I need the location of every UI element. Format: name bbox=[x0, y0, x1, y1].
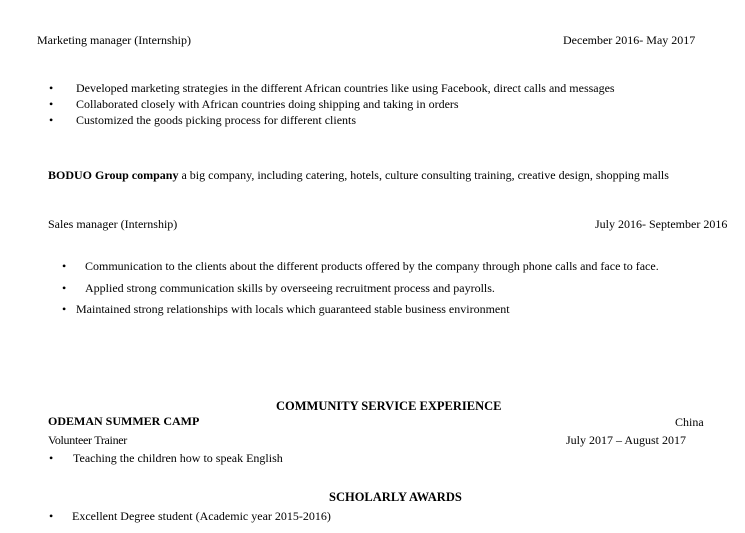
job1-bullet-3: Customized the goods picking process for different clients bbox=[76, 113, 357, 127]
bullet-icon: • bbox=[49, 509, 54, 523]
community-heading: COMMUNITY SERVICE EXPERIENCE bbox=[276, 399, 502, 413]
company2-name: BODUO Group company bbox=[48, 168, 179, 182]
company2-description: a big company, including catering, hotels, culture consulting training, creative design, shopping malls bbox=[178, 168, 669, 182]
bullet-icon: • bbox=[62, 259, 67, 273]
bullet-icon: • bbox=[62, 302, 67, 316]
job2-dates: July 2016- September 2016 bbox=[595, 217, 728, 231]
job1-bullet-1: Developed marketing strategies in the different African countries like using Facebook, direct calls and messages bbox=[76, 81, 615, 95]
job1-dates: December 2016- May 2017 bbox=[563, 33, 696, 47]
community-dates: July 2017 – August 2017 bbox=[566, 433, 687, 447]
bullet-icon: • bbox=[49, 451, 54, 465]
company2-line bbox=[48, 168, 669, 182]
awards-heading: SCHOLARLY AWARDS bbox=[329, 490, 462, 504]
job2-title: Sales manager (Internship) bbox=[48, 217, 178, 231]
job1-bullet-2: Collaborated closely with African countries doing shipping and taking in orders bbox=[76, 97, 459, 111]
awards-bullet-1: Excellent Degree student (Academic year 2015-2016) bbox=[72, 509, 331, 523]
community-role: Volunteer Trainer bbox=[48, 433, 128, 447]
community-bullet-1: Teaching the children how to speak English bbox=[73, 451, 283, 465]
community-location: China bbox=[675, 415, 704, 429]
job2-bullet-3: Maintained strong relationships with locals which guaranteed stable business environment bbox=[76, 302, 510, 316]
bullet-icon: • bbox=[62, 281, 67, 295]
community-org: ODEMAN SUMMER CAMP bbox=[48, 414, 200, 428]
bullet-icon: • bbox=[49, 81, 54, 95]
bullet-icon: • bbox=[49, 113, 54, 127]
bullet-icon: • bbox=[49, 97, 54, 111]
job2-bullet-1: Communication to the clients about the different products offered by the company through phone calls and face to face. bbox=[85, 259, 659, 273]
job1-title: Marketing manager (Internship) bbox=[37, 33, 191, 47]
job2-bullet-2: Applied strong communication skills by overseeing recruitment process and payrolls. bbox=[85, 281, 495, 295]
